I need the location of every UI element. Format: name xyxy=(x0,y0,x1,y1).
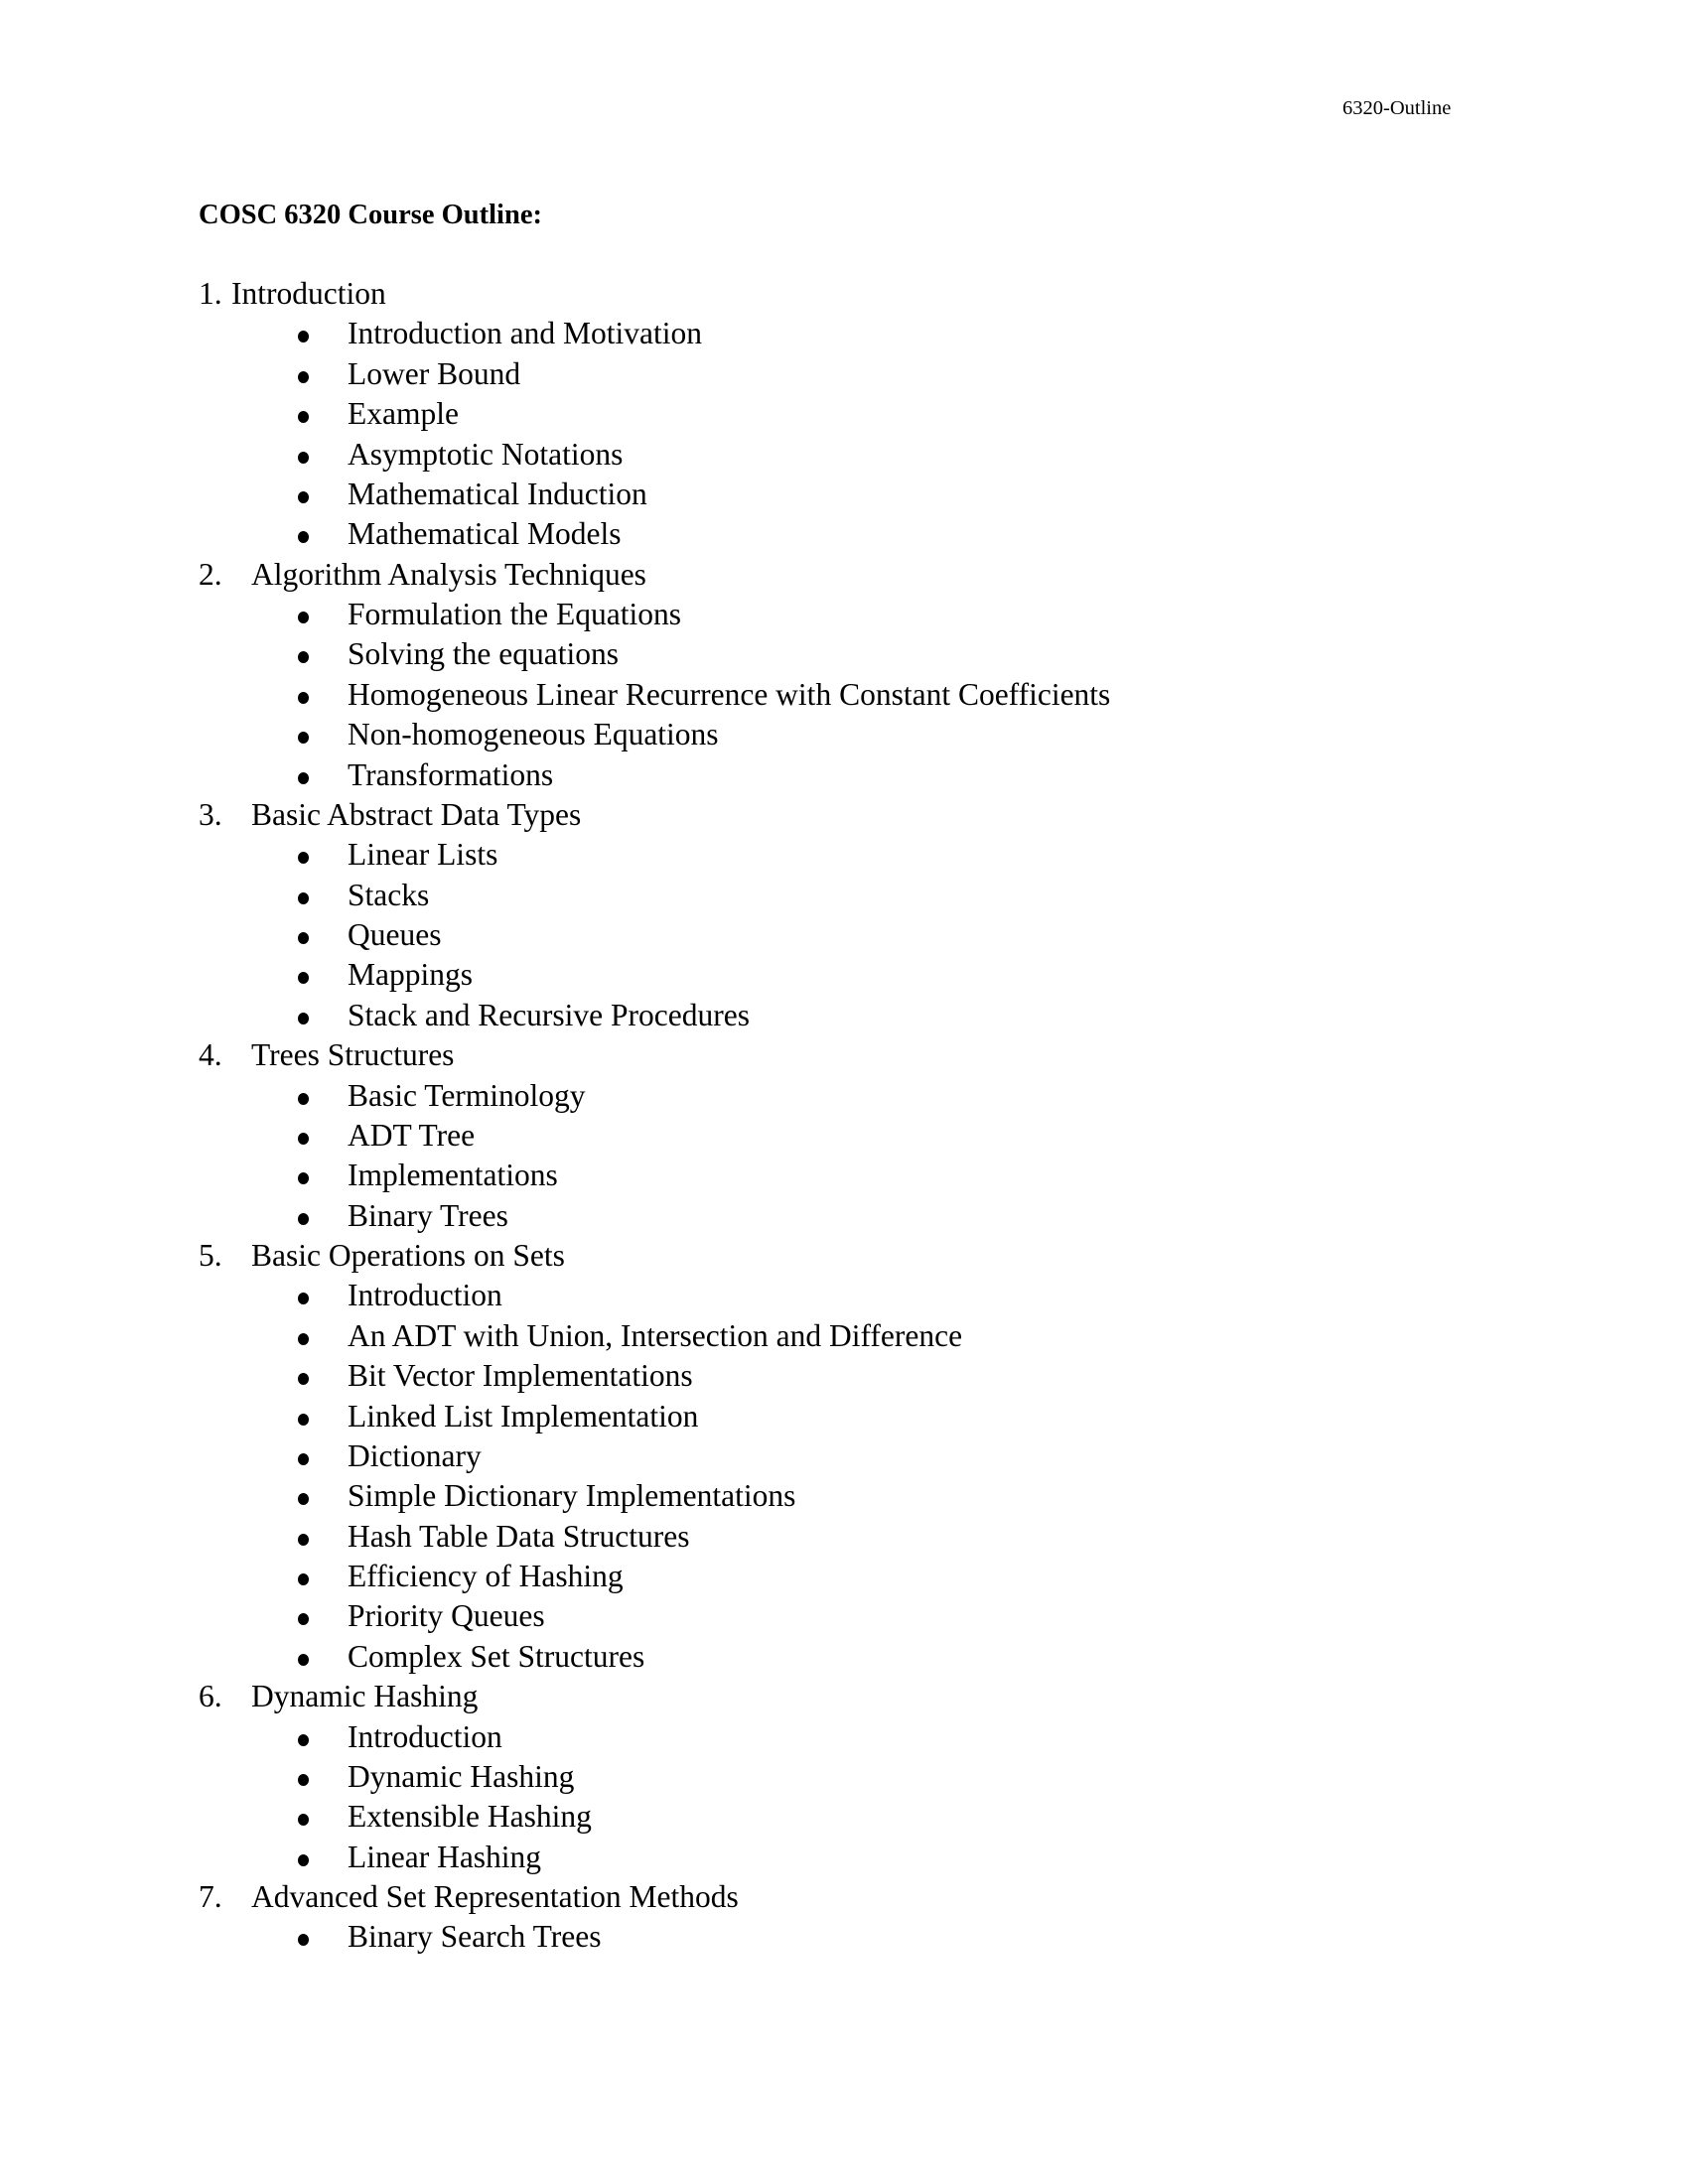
topic-item xyxy=(0,1717,1688,1757)
bullet-icon xyxy=(298,1414,309,1426)
section-title: Trees Structures xyxy=(251,1037,455,1073)
bullet-icon xyxy=(298,892,309,904)
topic-label: Stack and Recursive Procedures xyxy=(348,997,750,1032)
bullet-icon xyxy=(298,1453,309,1465)
section-number: 4. xyxy=(199,1037,222,1073)
section-heading xyxy=(0,1236,1688,1276)
topic-item xyxy=(0,1276,1688,1315)
outline-section-4 xyxy=(0,1035,1688,1236)
topic-label: Binary Trees xyxy=(348,1197,508,1233)
bullet-icon xyxy=(298,692,309,704)
topic-item xyxy=(0,354,1688,394)
bullet-icon xyxy=(298,1133,309,1145)
topic-item xyxy=(0,675,1688,715)
topic-label: An ADT with Union, Intersection and Difference xyxy=(348,1317,963,1353)
topic-item xyxy=(0,835,1688,875)
outline-section-6 xyxy=(0,1677,1688,1877)
topic-label: Non-homogeneous Equations xyxy=(348,717,719,752)
topic-item xyxy=(0,634,1688,674)
topic-label: Implementations xyxy=(348,1158,558,1193)
topic-label: Homogeneous Linear Recurrence with Constant Coefficients xyxy=(348,676,1111,712)
topic-item xyxy=(0,1356,1688,1396)
topic-item xyxy=(0,1116,1688,1156)
bullet-icon xyxy=(298,371,309,383)
outline-section-7 xyxy=(0,1877,1688,1958)
topic-label: Dynamic Hashing xyxy=(348,1758,575,1794)
section-number: 2. xyxy=(199,556,222,592)
topic-item xyxy=(0,755,1688,795)
outline-section-3 xyxy=(0,795,1688,1035)
section-topics xyxy=(0,1717,1688,1878)
section-number: 3. xyxy=(199,796,222,832)
topic-item xyxy=(0,715,1688,754)
section-title: Basic Abstract Data Types xyxy=(251,796,582,832)
document-title: COSC 6320 Course Outline: xyxy=(199,200,542,230)
topic-label: Binary Search Trees xyxy=(348,1919,602,1955)
bullet-icon xyxy=(298,1172,309,1184)
topic-item xyxy=(0,1757,1688,1797)
bullet-icon xyxy=(298,491,309,503)
bullet-icon xyxy=(298,1493,309,1505)
topic-label: Efficiency of Hashing xyxy=(348,1559,624,1593)
topic-label: Introduction xyxy=(348,1718,502,1754)
bullet-icon xyxy=(298,1013,309,1024)
topic-item xyxy=(0,435,1688,475)
section-heading xyxy=(0,795,1688,835)
topic-label: ADT Tree xyxy=(348,1117,476,1153)
bullet-icon xyxy=(298,531,309,543)
section-topics xyxy=(0,1917,1688,1957)
section-number: 5. xyxy=(199,1238,222,1273)
topic-label: Stacks xyxy=(348,877,430,912)
topic-item xyxy=(0,915,1688,955)
section-heading xyxy=(0,555,1688,595)
bullet-icon xyxy=(298,452,309,464)
section-title: Dynamic Hashing xyxy=(251,1679,479,1714)
bullet-icon xyxy=(298,972,309,984)
section-topics xyxy=(0,314,1688,554)
topic-item xyxy=(0,1397,1688,1436)
topic-item xyxy=(0,1917,1688,1957)
section-title: Algorithm Analysis Techniques xyxy=(251,556,646,592)
bullet-icon xyxy=(298,1093,309,1105)
section-topics xyxy=(0,595,1688,795)
bullet-icon xyxy=(298,1814,309,1826)
section-number: 1. xyxy=(199,276,222,311)
bullet-icon xyxy=(298,1293,309,1304)
topic-label: Transformations xyxy=(348,756,554,792)
bullet-icon xyxy=(298,651,309,663)
bullet-icon xyxy=(298,1333,309,1345)
topic-label: Bit Vector Implementations xyxy=(348,1358,693,1394)
section-heading xyxy=(0,274,1688,314)
topic-label: Mathematical Models xyxy=(348,516,622,552)
section-topics xyxy=(0,835,1688,1035)
topic-item xyxy=(0,1637,1688,1677)
bullet-icon xyxy=(298,612,309,623)
topic-item xyxy=(0,1156,1688,1195)
section-title: Advanced Set Representation Methods xyxy=(251,1879,739,1914)
section-title: Basic Operations on Sets xyxy=(251,1238,565,1273)
topic-item xyxy=(0,475,1688,514)
bullet-icon xyxy=(298,932,309,944)
section-number: 6. xyxy=(199,1679,222,1714)
course-outline xyxy=(0,274,1688,1958)
topic-item xyxy=(0,876,1688,915)
topic-label: Basic Terminology xyxy=(348,1077,586,1113)
section-heading xyxy=(0,1877,1688,1917)
bullet-icon xyxy=(298,1213,309,1225)
topic-item xyxy=(0,595,1688,634)
outline-section-5 xyxy=(0,1236,1688,1677)
topic-item xyxy=(0,314,1688,353)
topic-label: Hash Table Data Structures xyxy=(348,1518,690,1554)
section-number: 7. xyxy=(199,1879,222,1914)
bullet-icon xyxy=(298,1774,309,1786)
topic-label: Dictionary xyxy=(348,1437,482,1473)
topic-item xyxy=(0,1557,1688,1596)
bullet-icon xyxy=(298,1373,309,1385)
topic-label: Extensible Hashing xyxy=(348,1799,592,1835)
topic-label: Solving the equations xyxy=(348,636,619,672)
topic-label: Linear Hashing xyxy=(348,1839,542,1874)
topic-label: Priority Queues xyxy=(348,1598,545,1634)
topic-item xyxy=(0,996,1688,1035)
topic-item xyxy=(0,1838,1688,1877)
section-heading xyxy=(0,1677,1688,1716)
bullet-icon xyxy=(298,1534,309,1546)
topic-item xyxy=(0,514,1688,554)
topic-item xyxy=(0,394,1688,434)
section-topics xyxy=(0,1276,1688,1677)
topic-label: Linked List Implementation xyxy=(348,1398,699,1433)
topic-label: Complex Set Structures xyxy=(348,1638,645,1674)
topic-label: Mappings xyxy=(348,957,473,993)
topic-label: Formulation the Equations xyxy=(348,597,681,631)
bullet-icon xyxy=(298,772,309,784)
topic-item xyxy=(0,1476,1688,1516)
bullet-icon xyxy=(298,852,309,864)
bullet-icon xyxy=(298,1734,309,1746)
topic-label: Lower Bound xyxy=(348,355,521,391)
bullet-icon xyxy=(298,1573,309,1585)
section-heading xyxy=(0,1035,1688,1075)
bullet-icon xyxy=(298,1854,309,1866)
topic-item xyxy=(0,1076,1688,1116)
bullet-icon xyxy=(298,1613,309,1625)
topic-label: Queues xyxy=(348,917,442,952)
topic-label: Introduction xyxy=(348,1278,502,1313)
topic-item xyxy=(0,1196,1688,1236)
bullet-icon xyxy=(298,1934,309,1946)
bullet-icon xyxy=(298,411,309,423)
outline-section-2 xyxy=(0,555,1688,795)
section-title: Introduction xyxy=(231,276,386,311)
topic-label: Simple Dictionary Implementations xyxy=(348,1478,796,1514)
bullet-icon xyxy=(298,732,309,744)
bullet-icon xyxy=(298,1654,309,1666)
topic-item xyxy=(0,955,1688,995)
section-topics xyxy=(0,1076,1688,1237)
topic-label: Introduction and Motivation xyxy=(348,316,702,351)
topic-label: Linear Lists xyxy=(348,837,498,873)
topic-item xyxy=(0,1316,1688,1356)
topic-label: Mathematical Induction xyxy=(348,476,647,511)
outline-section-1 xyxy=(0,274,1688,555)
topic-label: Example xyxy=(348,396,459,432)
topic-label: Asymptotic Notations xyxy=(348,436,624,472)
topic-item xyxy=(0,1436,1688,1476)
topic-item xyxy=(0,1797,1688,1837)
topic-item xyxy=(0,1517,1688,1557)
topic-item xyxy=(0,1596,1688,1636)
bullet-icon xyxy=(298,331,309,342)
running-header: 6320-Outline xyxy=(1342,97,1452,119)
